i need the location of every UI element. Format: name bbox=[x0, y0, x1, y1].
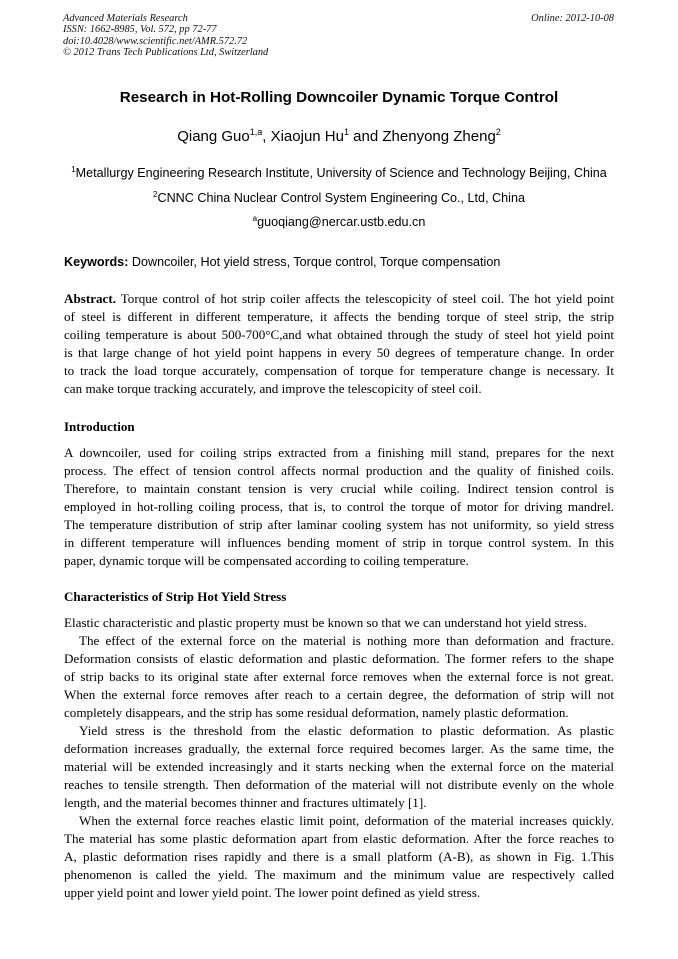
online-date: Online: 2012-10-08 bbox=[531, 13, 614, 24]
body-line: of strip backs to its original state after external force removes when the external force is not great. bbox=[64, 669, 614, 684]
body-line: employed in hot-rolling coiling process, that is, to control the torque of motor for driving mandrel. bbox=[64, 499, 614, 514]
body-line: paper, dynamic torque will be compensated according to coiling temperature. bbox=[64, 553, 469, 568]
author-name: Xiaojun Hu bbox=[270, 128, 344, 145]
author-list bbox=[0, 128, 678, 145]
author-email bbox=[0, 215, 678, 229]
keywords-label: Keywords: bbox=[64, 255, 129, 269]
author-separator: and bbox=[349, 128, 383, 145]
body-line: upper yield point and lower yield point. The lower point defined as yield stress. bbox=[64, 885, 481, 900]
section-heading-introduction: Introduction bbox=[64, 419, 135, 434]
doi-line: doi:10.4028/www.scientific.net/AMR.572.72 bbox=[63, 35, 248, 47]
affiliation-sup: 2 bbox=[153, 190, 158, 199]
affiliation bbox=[0, 166, 678, 180]
keywords bbox=[64, 255, 500, 269]
journal-header bbox=[63, 13, 268, 59]
author-sup: 1 bbox=[343, 127, 349, 137]
body-line: in different temperature will influences bending moment of strip in torque control system. In this bbox=[64, 535, 614, 550]
body-line: The temperature distribution of strip after laminar cooling system has not uniformity, so yield stress bbox=[64, 517, 614, 532]
body-line: A, plastic deformation rises rapidly and there is a small platform (A-B), as shown in Fig. 1.This bbox=[64, 849, 614, 864]
body-line: Elastic characteristic and plastic property must be known so that we can understand hot yield stress. bbox=[64, 615, 587, 630]
body-line: length, and the material becomes thinner and fractures ultimately [1]. bbox=[64, 795, 427, 810]
email-sup: a bbox=[252, 214, 258, 223]
author-name: Zhenyong Zheng bbox=[382, 128, 496, 145]
affiliation-text: Metallurgy Engineering Research Institute, University of Science and Technology Beijing, China bbox=[75, 166, 607, 180]
author-name: Qiang Guo bbox=[177, 128, 250, 145]
abstract-line: of steel is different in different temperature, it affects the bending torque of steel strip, the strip bbox=[64, 309, 614, 324]
affiliation-text: CNNC China Nuclear Control System Engineering Co., Ltd, China bbox=[157, 191, 525, 205]
body-line: material will be extended increasingly and it starts necking when the external force on the material bbox=[64, 759, 614, 774]
abstract-line: can make torque tracking accurately, and improve the telescopicity of steel coil. bbox=[64, 381, 482, 396]
body-line: deformation increases gradually, the external force required becomes larger. As the same time, the bbox=[64, 741, 614, 756]
abstract-line: to track the load torque accurately, compensation of torque for temperature change is necessary. It bbox=[64, 363, 614, 378]
abstract-line: Abstract. Torque control of hot strip coiler affects the telescopicity of steel coil. The hot yield point bbox=[64, 291, 614, 306]
journal-name: Advanced Materials Research bbox=[63, 13, 188, 24]
abstract bbox=[64, 290, 614, 398]
section-heading-characteristics: Characteristics of Strip Hot Yield Stress bbox=[64, 589, 287, 604]
body-line: When the external force reaches elastic limit point, deformation of the material increases quickly. bbox=[79, 813, 614, 828]
body-line: Deformation consists of elastic deformation and plastic deformation. The former refers to the shape bbox=[64, 651, 614, 666]
body-line: phenomenon is called the yield. The maximum and the minimum value are respectively called bbox=[64, 867, 614, 882]
introduction-paragraph bbox=[64, 444, 614, 570]
body-line: process. The effect of tension control affects normal production and the quality of finished coils. bbox=[64, 463, 614, 478]
author-sup: 1,a bbox=[249, 127, 263, 137]
body-line: The effect of the external force on the material is nothing more than deformation and fracture. bbox=[79, 633, 614, 648]
body-line: The material has some plastic deformation apart from elastic deformation. After the force reaches to bbox=[64, 831, 614, 846]
body-line: A downcoiler, used for coiling strips extracted from a finishing mill stand, prepares for the next bbox=[64, 445, 614, 460]
characteristics-body bbox=[64, 614, 614, 902]
author-separator: , bbox=[262, 128, 271, 145]
body-line: Yield stress is the threshold from the elastic deformation to plastic deformation. As plastic bbox=[79, 723, 614, 738]
abstract-line: coiling temperature is about 500-700°C,and what obtained through the study of steel hot yield point bbox=[64, 327, 614, 342]
affiliation bbox=[0, 191, 678, 205]
body-line: completely disappears, and the strip has some residual deformation, namely plastic deformation. bbox=[64, 705, 569, 720]
email-text: guoqiang@nercar.ustb.edu.cn bbox=[257, 215, 426, 229]
abstract-line: is that large change of hot yield point happens in every 50 degrees of temperature change. In order bbox=[64, 345, 614, 360]
issn-line: ISSN: 1662-8985, Vol. 572, pp 72-77 bbox=[63, 24, 217, 36]
copyright-line: © 2012 Trans Tech Publications Ltd, Switzerland bbox=[63, 47, 269, 59]
keywords-text: Downcoiler, Hot yield stress, Torque control, Torque compensation bbox=[128, 255, 501, 269]
abstract-label: Abstract. bbox=[64, 291, 116, 306]
body-line: reaches to tensile strength. Then deformation of the material will not distribute evenly on the whole bbox=[64, 777, 614, 792]
affiliation-sup: 1 bbox=[71, 165, 76, 174]
body-line: Therefore, to maintain constant tension is very crucial while coiling. Indirect tension control is bbox=[64, 481, 614, 496]
paper-title: Research in Hot-Rolling Downcoiler Dynamic Torque Control bbox=[119, 89, 559, 106]
body-line: When the external force removes after reach to a certain degree, the deformation of strip will not bbox=[64, 687, 614, 702]
author-sup: 2 bbox=[495, 127, 501, 137]
